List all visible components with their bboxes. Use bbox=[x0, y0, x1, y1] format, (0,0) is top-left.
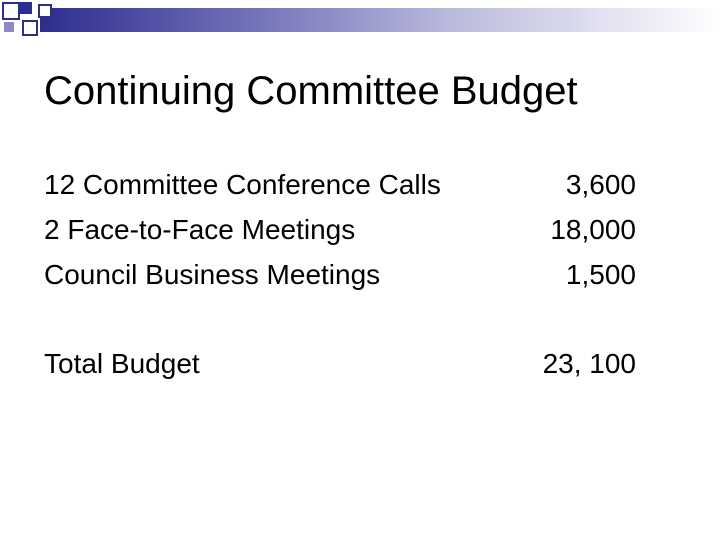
total-label: Total Budget bbox=[44, 348, 200, 379]
budget-item-amount: 3,600 bbox=[565, 169, 636, 200]
budget-row-face-to-face bbox=[44, 207, 636, 252]
budget-item-label: Council Business Meetings bbox=[44, 259, 381, 290]
slide-title: Continuing Committee Budget bbox=[44, 69, 578, 113]
budget-item-label: 12 Committee Conference Calls bbox=[44, 169, 441, 200]
total-amount: 23, 100 bbox=[542, 348, 636, 379]
banner-square-4 bbox=[4, 22, 14, 32]
budget-item-amount: 1,500 bbox=[565, 259, 636, 290]
banner-square-3 bbox=[22, 20, 38, 36]
budget-item-label: 2 Face-to-Face Meetings bbox=[44, 214, 356, 245]
budget-row-council-business bbox=[44, 252, 636, 297]
banner-square-5 bbox=[38, 4, 52, 18]
budget-total-row bbox=[44, 341, 636, 386]
banner-square-1 bbox=[2, 2, 20, 20]
budget-row-conference-calls bbox=[44, 162, 636, 207]
decorative-banner bbox=[0, 0, 720, 40]
budget-item-amount: 18,000 bbox=[550, 214, 636, 245]
banner-square-2 bbox=[20, 2, 32, 14]
banner-gradient-bar bbox=[40, 8, 720, 32]
budget-items bbox=[44, 162, 636, 297]
